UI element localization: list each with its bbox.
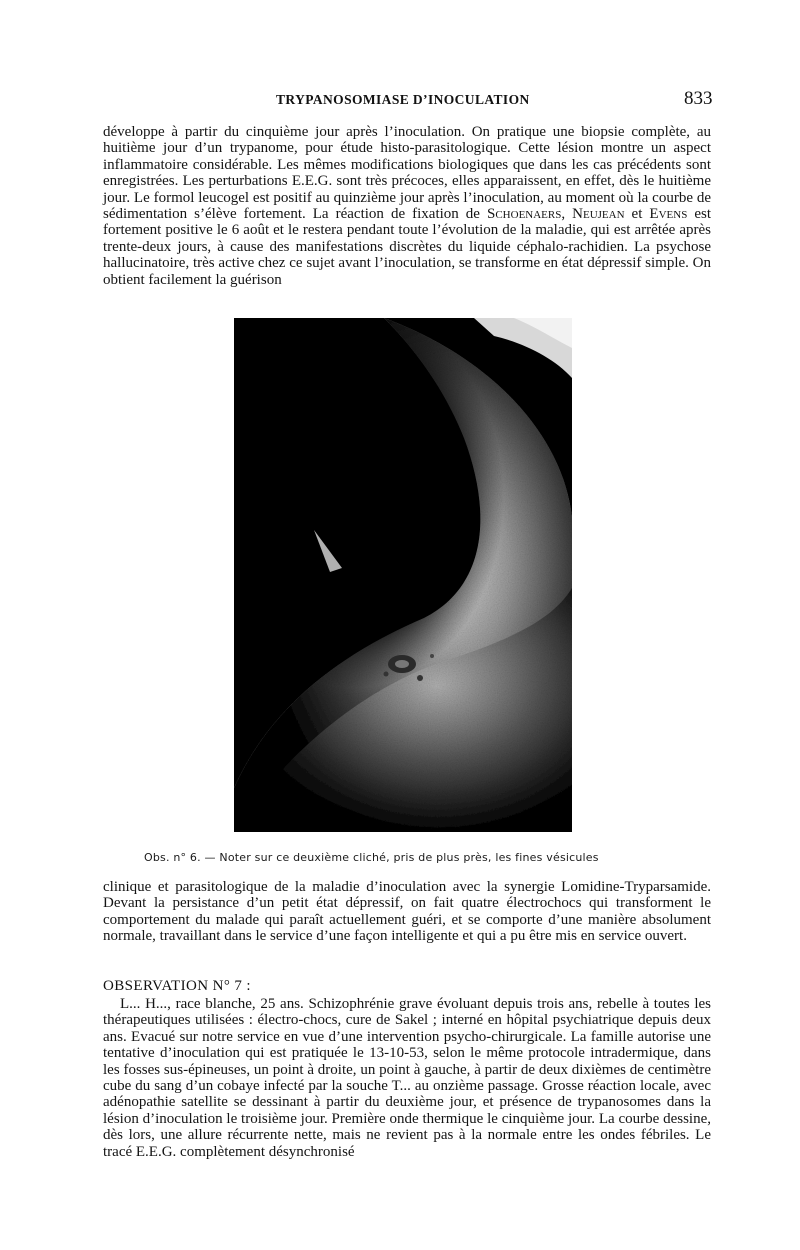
observation-heading: OBSERVATION N° 7 : [103,978,251,994]
running-title: TRYPANOSOMIASE D’INOCULATION [276,92,530,107]
separator-text: , [561,206,573,223]
figure-caption: Obs. n° 6. — Noter sur ce deuxième cliché, pris de plus près, les fines vésicules [144,851,599,864]
author-name-neujean: Neujean [572,206,625,223]
author-name-schoenaers: Schoenaers [487,206,562,223]
observation-text: L... H..., race blanche, 25 ans. Schizophrénie grave évoluant depuis trois ans, rebelle à toutes les thérapeutiques utilisées : électro-chocs, cure de Sakel ; interné en hôpital psychiatrique depuis deux ans. Evacué sur notre service en vue d’une intervention psycho-chirurgicale. La famille autorise une tentative d’inoculation qui est pratiquée le 13-10-53, selon le même protocole intradermique, dans les fosses sus-épineuses, un point à droite, un point à gauche, à partir de deux dixièmes de centimètre cube du sang d’un cobaye infecté par la souche T... au onzième passage. Grosse réaction locale, avec adénopathie satellite se dessinant à partir du deuxième jour, et présence de trypanosomes dans la lésion d’inoculation le troisième jour. Première onde thermique le cinquième jour. La courbe dessine, dès lors, une allure récurrente nette, mais ne revient pas à la normale entre les ondes fébriles. Le tracé E.E.G. complètement désynchronisé [103,996,711,1160]
separator-text: et [624,206,650,223]
skin-lesion-photo [234,318,572,832]
observation-paragraph [103,996,711,1160]
clinical-photograph [234,318,572,832]
page-number: 833 [684,88,713,109]
body-text-part1: développe à partir du cinquième jour après l’inoculation. On pratique une biopsie complète, au huitième jour d’un trypanome, pour étude histo-parasitologique. Cette lésion montre un aspect inflammatoire considérable. Les mêmes modifications biologiques que dans les cas précédents sont enregistrées. Les perturbations E.E.G. sont très précoces, elles apparaissent, en effet, dès le huitième jour. Le formol leucogel est positif au quinzième jour après l’inoculation, au moment où la courbe de sédimentation s’élève fortement. La réaction de fixation de [103,124,711,223]
running-header [0,88,800,112]
body-paragraph-top [103,124,711,288]
body-text-part2: est fortement positive le 6 août et le restera pendant toute l’évolution de la maladie, qui est arrêtée après trente-deux jours, à cause des manifestations discrètes du liquide céphalo-rachidien. La psychose hallucinatoire, très active chez ce sujet avant l’inoculation, se transforme en état dépressif simple. On obtient facilement la guérison [103,206,712,288]
author-name-evens: Evens [649,206,688,223]
body-paragraph-middle: clinique et parasitologique de la maladie d’inoculation avec la synergie Lomidine-Tryparsamide. Devant la persistance d’un petit état dépressif, on fait quatre électrochocs qui transforment le comportement du malade qui paraît actuellement guéri, et se comporte d’une manière absolument normale, travaillant dans le service d’une façon intelligente et qui a pu être mis en service ouvert. [103,879,711,945]
